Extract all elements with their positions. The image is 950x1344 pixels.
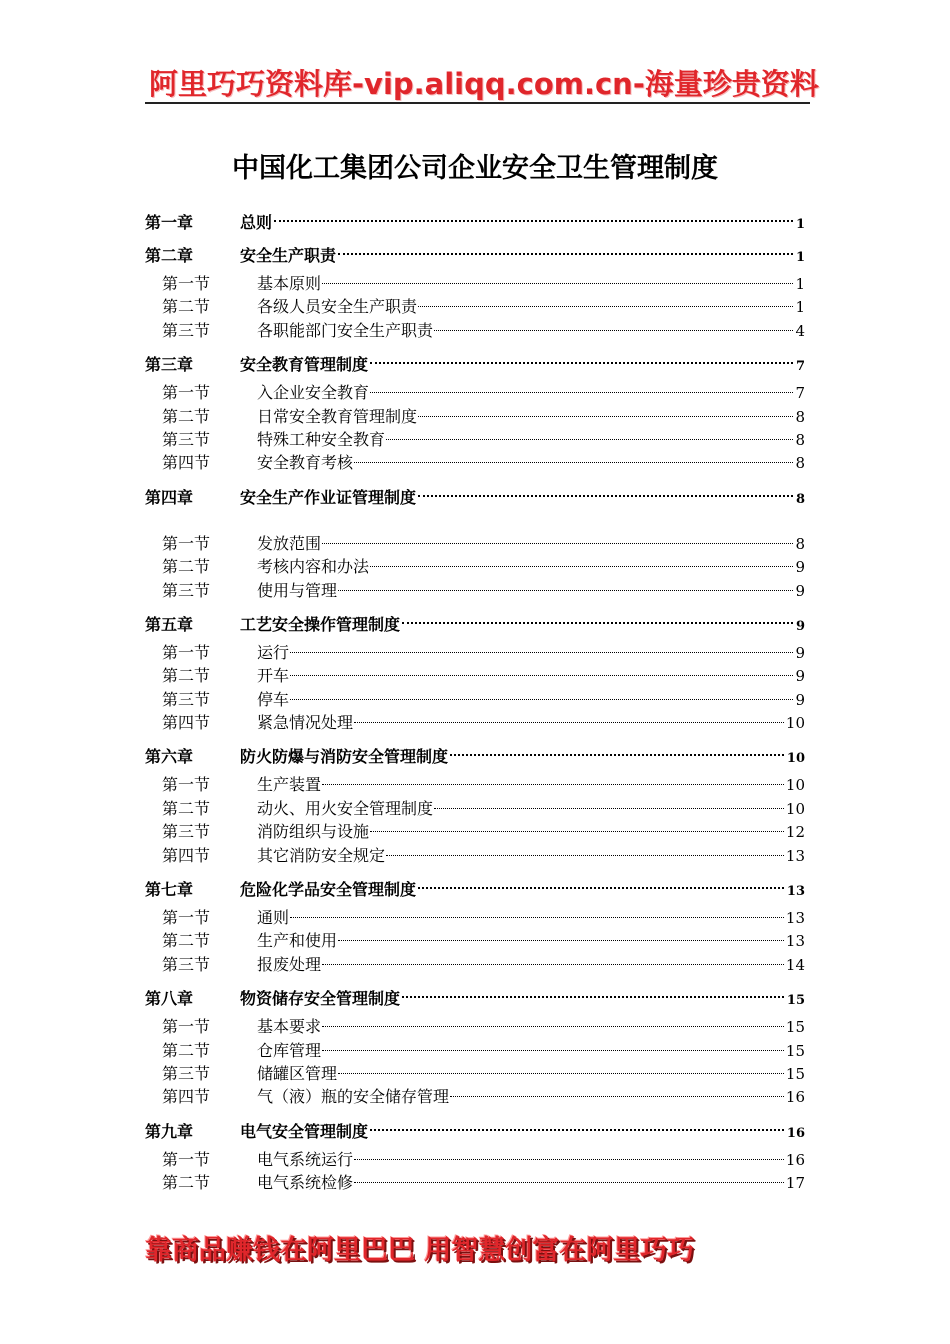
- section-number: 第一节: [162, 908, 211, 928]
- dot-leader: [338, 578, 793, 591]
- section-number: 第三节: [162, 822, 211, 842]
- dot-leader: [402, 982, 784, 998]
- section-page-number: 9: [795, 581, 805, 600]
- dot-leader: [434, 796, 784, 809]
- section-number: 第一节: [162, 533, 211, 553]
- chapter-number: 第六章: [145, 747, 194, 767]
- dot-leader: [290, 905, 784, 918]
- chapter-page-number: 13: [786, 884, 805, 900]
- section-page-number: 4: [795, 321, 805, 340]
- header-banner-text: 阿里巧巧资料库-vip.aliqq.com.cn-海量珍贵资料: [149, 67, 819, 101]
- section-title: 其它消防安全规定: [257, 845, 386, 865]
- chapter-title: 危险化学品安全管理制度: [240, 880, 417, 900]
- dot-leader: [338, 239, 793, 255]
- section-page-number: 9: [795, 667, 805, 686]
- dot-leader: [418, 404, 793, 417]
- section-number: 第三节: [162, 954, 211, 974]
- section-page-number: 15: [785, 1064, 805, 1083]
- toc-section-entry[interactable]: [145, 1148, 805, 1171]
- section-number: 第四节: [162, 1087, 211, 1107]
- section-title: 安全教育考核: [257, 453, 354, 473]
- section-title: 储罐区管理: [257, 1063, 338, 1083]
- dot-leader: [290, 687, 793, 700]
- toc-chapter-entry[interactable]: [145, 481, 805, 514]
- section-page-number: 15: [785, 1041, 805, 1060]
- section-page-number: 12: [785, 823, 805, 842]
- toc-section-entry[interactable]: [145, 906, 805, 929]
- section-page-number: 10: [785, 714, 805, 733]
- dot-leader: [290, 663, 793, 676]
- toc-section-entry[interactable]: [145, 1015, 805, 1038]
- dot-leader: [418, 873, 784, 889]
- toc-chapter-entry[interactable]: [145, 239, 805, 272]
- toc-section-entry[interactable]: [145, 579, 805, 602]
- header-banner: [145, 60, 819, 104]
- section-page-number: 10: [785, 776, 805, 795]
- toc-section-entry[interactable]: [145, 773, 805, 796]
- section-title: 入企业安全教育: [257, 383, 370, 403]
- toc-section-entry[interactable]: [145, 319, 805, 342]
- dot-leader: [322, 1014, 784, 1027]
- section-number: 第二节: [162, 798, 211, 818]
- chapter-number: 第一章: [145, 213, 194, 232]
- section-number: 第二节: [162, 297, 211, 317]
- chapter-page-number: 15: [786, 993, 805, 1009]
- chapter-page-number: 1: [795, 217, 805, 232]
- section-number: 第二节: [162, 406, 211, 426]
- chapter-number: 第四章: [145, 487, 194, 507]
- toc-chapter-entry[interactable]: [145, 982, 805, 1015]
- dot-leader: [322, 772, 784, 785]
- section-title: 特殊工种安全教育: [257, 429, 386, 449]
- dot-leader: [450, 1084, 784, 1097]
- footer-banner: 靠商品赚钱在阿里巴巴 用智慧创富在阿里巧巧: [145, 1235, 695, 1266]
- toc-section-entry[interactable]: [145, 451, 805, 474]
- toc-section-entry[interactable]: [145, 555, 805, 578]
- toc-section-entry[interactable]: [145, 844, 805, 867]
- section-number: 第一节: [162, 1149, 211, 1169]
- chapter-page-number: 7: [795, 359, 805, 375]
- section-title: 运行: [257, 642, 290, 662]
- dot-leader: [386, 843, 784, 856]
- section-title: 考核内容和办法: [257, 557, 370, 577]
- section-number: 第一节: [162, 383, 211, 403]
- dot-leader: [354, 1147, 784, 1160]
- chapter-title: 电气安全管理制度: [240, 1121, 369, 1141]
- section-number: 第二节: [162, 557, 211, 577]
- dot-leader: [354, 1170, 784, 1183]
- section-title: 各职能部门安全生产职责: [257, 320, 434, 340]
- chapter-title: 安全教育管理制度: [240, 355, 369, 375]
- section-page-number: 10: [785, 799, 805, 818]
- toc-chapter-entry[interactable]: [145, 873, 805, 906]
- section-page-number: 17: [785, 1174, 805, 1193]
- section-number: 第四节: [162, 453, 211, 473]
- table-of-contents: [145, 206, 805, 1201]
- dot-leader: [434, 318, 793, 331]
- section-page-number: 14: [785, 955, 805, 974]
- toc-section-entry[interactable]: [145, 405, 805, 428]
- chapter-page-number: 16: [786, 1125, 805, 1141]
- section-number: 第一节: [162, 1017, 211, 1037]
- dot-leader: [354, 710, 784, 723]
- toc-section-entry[interactable]: [145, 1039, 805, 1062]
- chapter-number: 第九章: [145, 1121, 194, 1141]
- dot-leader: [402, 608, 793, 624]
- section-title: 消防组织与设施: [257, 822, 370, 842]
- dot-leader: [354, 450, 793, 463]
- chapter-number: 第二章: [145, 246, 194, 265]
- dot-leader: [338, 1061, 784, 1074]
- section-page-number: 7: [795, 384, 805, 403]
- section-page-number: 8: [795, 430, 805, 449]
- chapter-title: 物资储存安全管理制度: [240, 989, 401, 1009]
- section-page-number: 8: [795, 407, 805, 426]
- section-number: 第二节: [162, 666, 211, 686]
- dot-leader: [274, 206, 793, 222]
- section-page-number: 16: [785, 1088, 805, 1107]
- section-title: 停车: [257, 689, 290, 709]
- section-page-number: 13: [785, 846, 805, 865]
- toc-section-entry[interactable]: [145, 688, 805, 711]
- chapter-number: 第五章: [145, 614, 194, 634]
- toc-chapter-entry[interactable]: [145, 740, 805, 773]
- dot-leader: [370, 348, 793, 364]
- section-title: 基本要求: [257, 1017, 322, 1037]
- section-number: 第三节: [162, 1063, 211, 1083]
- section-page-number: 13: [785, 932, 805, 951]
- toc-section-entry[interactable]: [145, 664, 805, 687]
- section-page-number: 16: [785, 1150, 805, 1169]
- section-number: 第四节: [162, 713, 211, 733]
- toc-section-entry[interactable]: [145, 1085, 805, 1108]
- toc-section-entry[interactable]: [145, 797, 805, 820]
- section-page-number: 8: [795, 454, 805, 473]
- section-title: 紧急情况处理: [257, 713, 354, 733]
- toc-section-entry[interactable]: [145, 428, 805, 451]
- toc-chapter-entry[interactable]: [145, 348, 805, 381]
- section-title: 日常安全教育管理制度: [257, 406, 418, 426]
- section-title: 开车: [257, 666, 290, 686]
- section-number: 第二节: [162, 931, 211, 951]
- section-page-number: 9: [795, 558, 805, 577]
- section-title: 各级人员安全生产职责: [257, 297, 418, 317]
- section-title: 生产装置: [257, 775, 322, 795]
- dot-leader: [322, 1038, 784, 1051]
- dot-leader: [386, 427, 793, 440]
- chapter-page-number: 10: [786, 751, 805, 767]
- section-number: 第三节: [162, 320, 211, 340]
- toc-chapter-entry[interactable]: [145, 608, 805, 641]
- toc-section-entry[interactable]: [145, 641, 805, 664]
- section-page-number: 9: [795, 643, 805, 662]
- toc-section-entry[interactable]: [145, 953, 805, 976]
- toc-chapter-entry[interactable]: [145, 206, 805, 239]
- chapter-title: 总则: [240, 213, 273, 232]
- section-title: 发放范围: [257, 533, 322, 553]
- chapter-number: 第七章: [145, 880, 194, 900]
- section-page-number: 1: [795, 298, 805, 317]
- chapter-number: 第八章: [145, 989, 194, 1009]
- toc-section-entry[interactable]: [145, 1062, 805, 1085]
- dot-leader: [322, 952, 784, 965]
- toc-section-entry[interactable]: [145, 711, 805, 734]
- section-page-number: 15: [785, 1018, 805, 1037]
- chapter-page-number: 9: [795, 618, 805, 634]
- dot-leader: [370, 380, 793, 393]
- toc-chapter-entry[interactable]: [145, 1115, 805, 1148]
- toc-section-entry[interactable]: [145, 295, 805, 318]
- dot-leader: [370, 1115, 784, 1131]
- section-title: 电气系统检修: [257, 1173, 354, 1193]
- chapter-page-number: 1: [795, 250, 805, 265]
- section-number: 第三节: [162, 429, 211, 449]
- dot-leader: [338, 928, 784, 941]
- toc-section-entry[interactable]: [145, 1171, 805, 1194]
- chapter-page-number: 8: [795, 491, 805, 507]
- chapter-number: 第三章: [145, 355, 194, 375]
- section-number: 第三节: [162, 580, 211, 600]
- dot-leader: [370, 554, 793, 567]
- section-title: 仓库管理: [257, 1040, 322, 1060]
- section-page-number: 1: [795, 275, 805, 293]
- section-number: 第一节: [162, 274, 211, 293]
- section-number: 第二节: [162, 1173, 211, 1193]
- dot-leader: [290, 640, 793, 653]
- dot-leader: [450, 740, 784, 756]
- chapter-title: 防火防爆与消防安全管理制度: [240, 747, 449, 767]
- toc-section-entry[interactable]: [145, 820, 805, 843]
- chapter-title: 工艺安全操作管理制度: [240, 614, 401, 634]
- section-number: 第三节: [162, 689, 211, 709]
- section-number: 第一节: [162, 775, 211, 795]
- section-number: 第一节: [162, 642, 211, 662]
- toc-section-entry[interactable]: [145, 532, 805, 555]
- section-title: 使用与管理: [257, 580, 338, 600]
- section-title: 基本原则: [257, 274, 322, 293]
- chapter-title: 安全生产职责: [240, 246, 337, 265]
- section-page-number: 13: [785, 909, 805, 928]
- dot-leader: [418, 481, 793, 497]
- dot-leader: [418, 294, 793, 307]
- toc-section-entry[interactable]: [145, 272, 805, 295]
- section-number: 第二节: [162, 1040, 211, 1060]
- section-title: 动火、用火安全管理制度: [257, 798, 434, 818]
- section-title: 气（液）瓶的安全储存管理: [257, 1087, 450, 1107]
- section-title: 报废处理: [257, 954, 322, 974]
- section-title: 电气系统运行: [257, 1149, 354, 1169]
- dot-leader: [370, 819, 784, 832]
- section-title: 生产和使用: [257, 931, 338, 951]
- section-title: 通则: [257, 908, 290, 928]
- section-page-number: 9: [795, 690, 805, 709]
- document-title: 中国化工集团公司企业安全卫生管理制度: [232, 153, 718, 184]
- toc-section-entry[interactable]: [145, 929, 805, 952]
- section-number: 第四节: [162, 845, 211, 865]
- chapter-title: 安全生产作业证管理制度: [240, 487, 417, 507]
- toc-section-entry[interactable]: [145, 381, 805, 404]
- section-page-number: 8: [795, 534, 805, 553]
- dot-leader: [322, 531, 793, 544]
- dot-leader: [322, 271, 793, 284]
